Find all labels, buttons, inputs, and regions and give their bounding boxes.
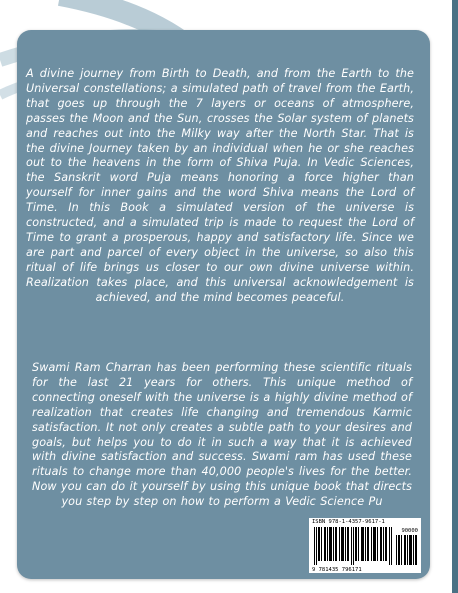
book-description-paragraph-1: A divine journey from Birth to Death, and from the Earth to the Universal constellations; a simulated path of travel from the Earth, that goes up through the 7 layers or oceans of atmosphere, passes the Moon and the Sun, crosses the Solar system of planets and reaches out into the Milky way after the North Star. That is the divine Journey taken by an individual when he or she reaches out to the heavens in the form of Shiva Puja. In Vedic Sciences, the Sanskrit word Puja means honoring a force higher than yourself for inner gains and the word Shiva means the Lord of Time. In this Book a simulated version of the universe is constructed, and a simulated trip is made to request the Lord of Time to grant a prosperous, happy and satisfactory life. Since we are part and parcel of every object in the universe, so also this ritual of life brings us closer to our own divine universe within. Realization takes place, and this universal acknowledgement is achieved, and the mind becomes peaceful. [26, 67, 414, 304]
spine-edge [452, 0, 458, 593]
isbn-barcode [309, 518, 421, 573]
barcode-bars-icon [314, 527, 394, 565]
price-code: 90000 [401, 528, 418, 534]
book-description-paragraph-2: Swami Ram Charran has been performing these scientific rituals for the last 21 years for others. This unique method of connecting oneself with the universe is a highly divine method of realization that creates life changing and tremendous Karmic satisfaction. It not only creates a subtle path to your desires and goals, but helps you to do it in such a way that it is achieved with divine satisfaction and success. Swami ram has used these rituals to change more than 40,000 people's lives for the better. Now you can do it yourself by using this unique book that directs you step by step on how to perform a Vedic Science Pu [32, 361, 412, 509]
price-barcode-icon [396, 535, 418, 565]
barcode-number: 9 781435 796171 [312, 567, 362, 573]
isbn-label: ISBN 978-1-4357-9617-1 [312, 519, 385, 525]
